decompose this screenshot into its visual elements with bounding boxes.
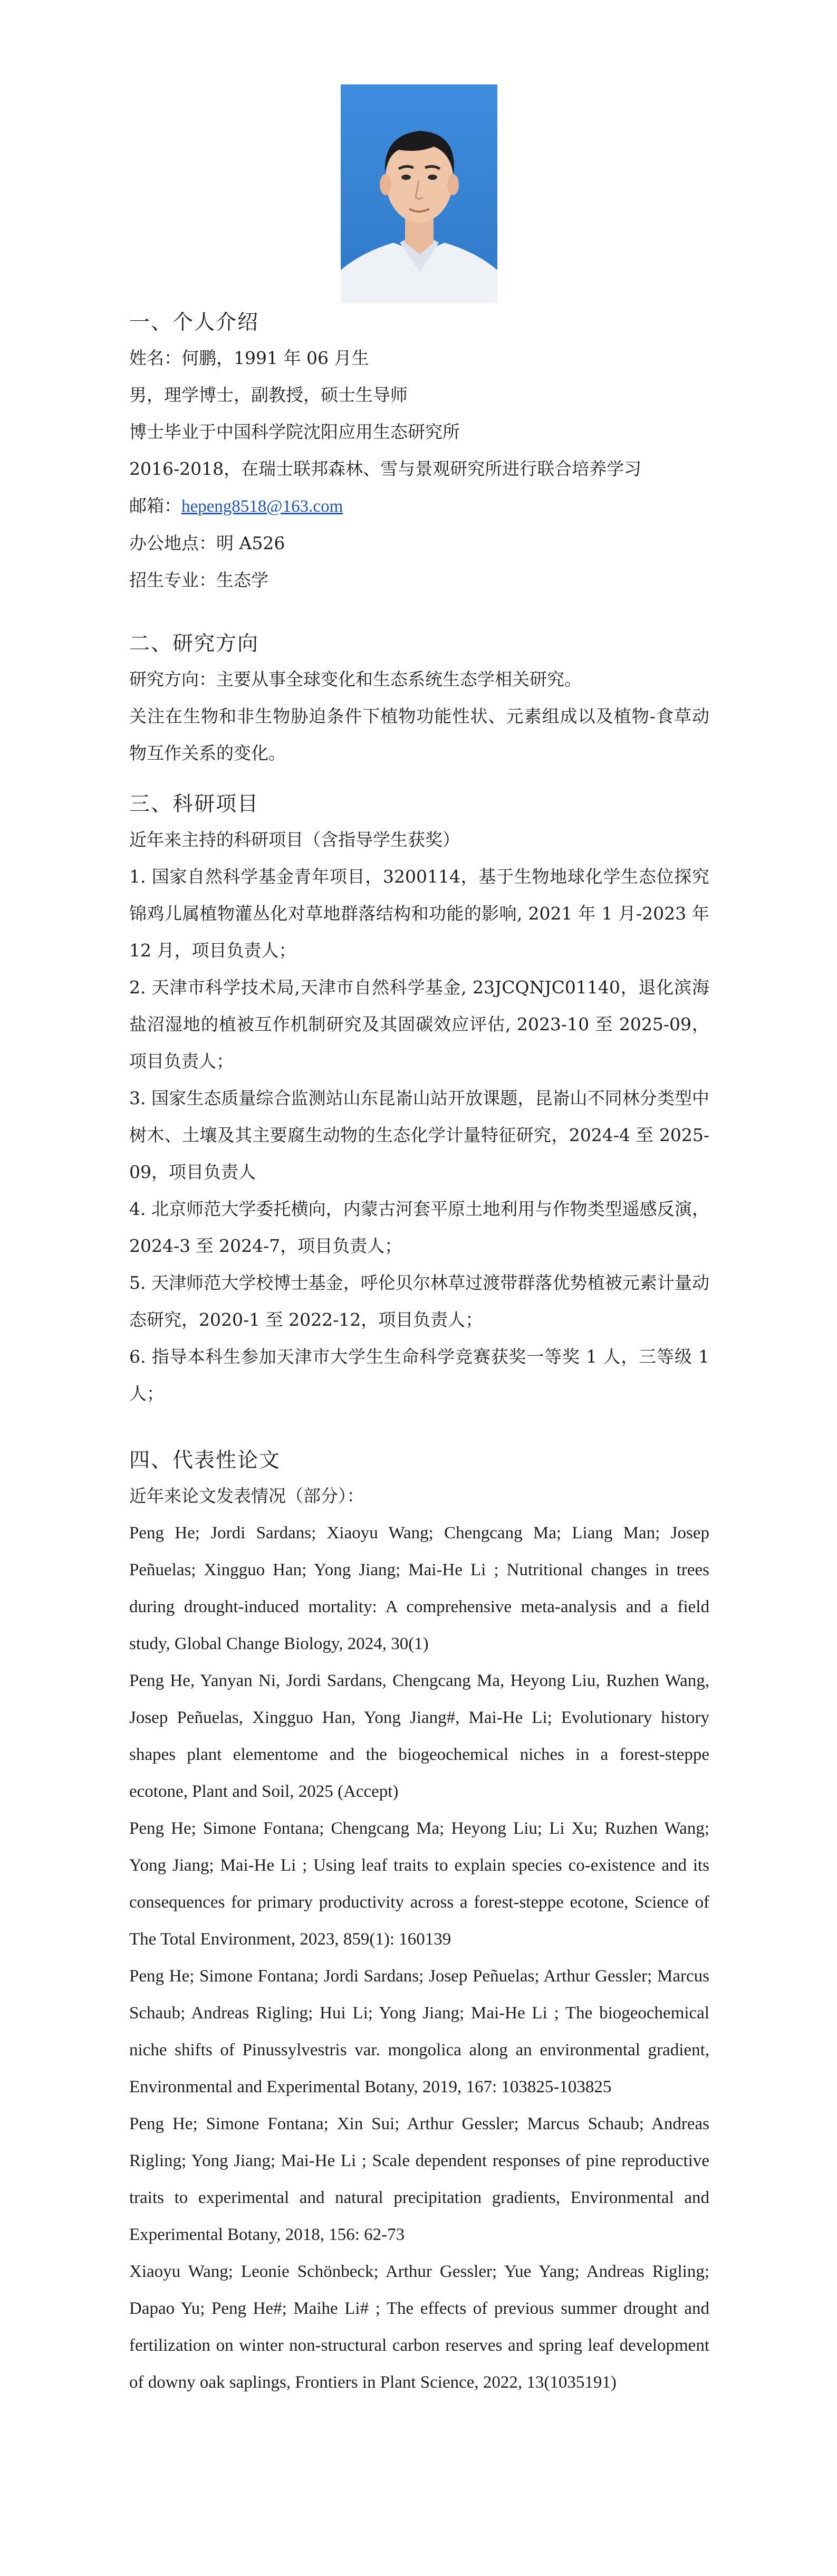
project-item: 4. 北京师范大学委托横向，内蒙古河套平原土地利用与作物类型遥感反演，2024-3 至 2024-7，项目负责人； <box>129 1199 709 1256</box>
project-item: 3. 国家生态质量综合监测站山东昆嵛山站开放课题，昆嵛山不同林分类型中树木、土壤及其主要腐生动物的生态化学计量特征研究，2024-4 至 2025-09，项目负责人 <box>129 1088 709 1182</box>
section-title-projects: 三、科研项目 <box>129 792 259 816</box>
paper-item: Peng He; Simone Fontana; Xin Sui; Arthur Gessler; Marcus Schaub; Andreas Rigling; Yong Jiang; Mai-He Li ; Scale dependent responses of pine reproductive traits to experimental and natural precipitation gradients, Environmental and Experimental Botany, 2018, 156: 62-73 <box>129 2114 709 2244</box>
papers-intro: 近年来论文发表情况（部分）： <box>129 1486 364 1506</box>
office-line: 办公地点：明 A526 <box>129 533 285 553</box>
email-line <box>129 487 709 525</box>
paper-item: Peng He, Yanyan Ni, Jordi Sardans, Chengcang Ma, Heyong Liu, Ruzhen Wang, Josep Peñuelas, Xingguo Han, Yong Jiang#, Mai-He Li; Evolutionary history shapes plant elementome and the biogeochemical niches in a forest-steppe ecotone, Plant and Soil, 2025 (Accept) <box>129 1671 709 1801</box>
education-line: 博士毕业于中国科学院沈阳应用生态研究所 <box>129 422 460 442</box>
name-birth-line: 姓名：何鹏，1991 年 06 月生 <box>129 348 369 368</box>
research-direction-text: 研究方向：主要从事全球变化和生态系统生态学相关研究。 <box>129 669 582 690</box>
project-item: 1. 国家自然科学基金青年项目，3200114，基于生物地球化学生态位探究锦鸡儿属植物灌丛化对草地群落结构和功能的影响, 2021 年 1 月-2023 年 12 月，项目负责人； <box>129 866 709 961</box>
project-item: 5. 天津师范大学校博士基金，呼伦贝尔林草过渡带群落优势植被元素计量动态研究，2020-1 至 2022-12，项目负责人； <box>129 1272 709 1330</box>
paper-item: Xiaoyu Wang; Leonie Schönbeck; Arthur Gessler; Yue Yang; Andreas Rigling; Dapao Yu; Peng He#; Maihe Li# ; The effects of previous summer drought and fertilization on winter non-structural carbon reserves and spring leaf development of downy oak saplings, Frontiers in Plant Science, 2022, 13(1035191) <box>129 2262 709 2392</box>
paper-item: Peng He; Simone Fontana; Jordi Sardans; Josep Peñuelas; Arthur Gessler; Marcus Schaub; Andreas Rigling; Hui Li; Yong Jiang; Mai-He Li ; The biogeochemical niche shifts of Pinussylvestris var. mongolica along an environmental gradient, Environmental and Experimental Botany, 2019, 167: 103825-103825 <box>129 1967 709 2096</box>
project-item: 2. 天津市科学技术局,天津市自然科学基金, 23JCQNJC01140，退化滨海盐沼湿地的植被互作机制研究及其固碳效应评估, 2023-10 至 2025-09，项目负责人； <box>129 977 709 1071</box>
personal-intro-section <box>129 306 709 599</box>
project-item: 6. 指导本科生参加天津市大学生生命科学竞赛获奖一等奖 1 人，三等级 1 人； <box>129 1346 709 1404</box>
email-label: 邮箱： <box>129 495 181 516</box>
paper-item: Peng He; Simone Fontana; Chengcang Ma; Heyong Liu; Li Xu; Ruzhen Wang; Yong Jiang; Mai-He Li ; Using leaf traits to explain species co-existence and its consequences for primary productivity across a forest-steppe ecotone, Science of The Total Environment, 2023, 859(1): 160139 <box>129 1819 709 1949</box>
research-focus-text: 关注在生物和非生物胁迫条件下植物功能性状、元素组成以及植物-食草动物互作关系的变化。 <box>129 706 709 763</box>
papers-section <box>129 1444 709 2401</box>
paper-item: Peng He; Jordi Sardans; Xiaoyu Wang; Chengcang Ma; Liang Man; Josep Peñuelas; Xingguo Han; Yong Jiang; Mai-He Li ; Nutritional changes in trees during drought-induced mortality: A comprehensive meta-analysis and a field study, Global Change Biology, 2024, 30(1) <box>129 1524 709 1653</box>
profile-content <box>129 306 709 2401</box>
projects-intro: 近年来主持的科研项目（含指导学生获奖） <box>129 829 460 850</box>
exchange-line: 2016-2018，在瑞士联邦森林、雪与景观研究所进行联合培养学习 <box>129 458 642 479</box>
major-line: 招生专业：生态学 <box>129 570 268 590</box>
title-line: 男，理学博士，副教授，硕士生导师 <box>129 385 408 405</box>
section-title-personal-intro: 一、个人介绍 <box>129 311 259 334</box>
email-link[interactable]: hepeng8518@163.com <box>181 497 343 516</box>
section-title-research-direction: 二、研究方向 <box>129 632 259 656</box>
research-direction-section <box>129 627 709 772</box>
projects-section <box>129 788 709 1412</box>
section-title-papers: 四、代表性论文 <box>129 1449 281 1472</box>
profile-photo <box>341 84 497 303</box>
portrait-graphic <box>341 84 497 303</box>
